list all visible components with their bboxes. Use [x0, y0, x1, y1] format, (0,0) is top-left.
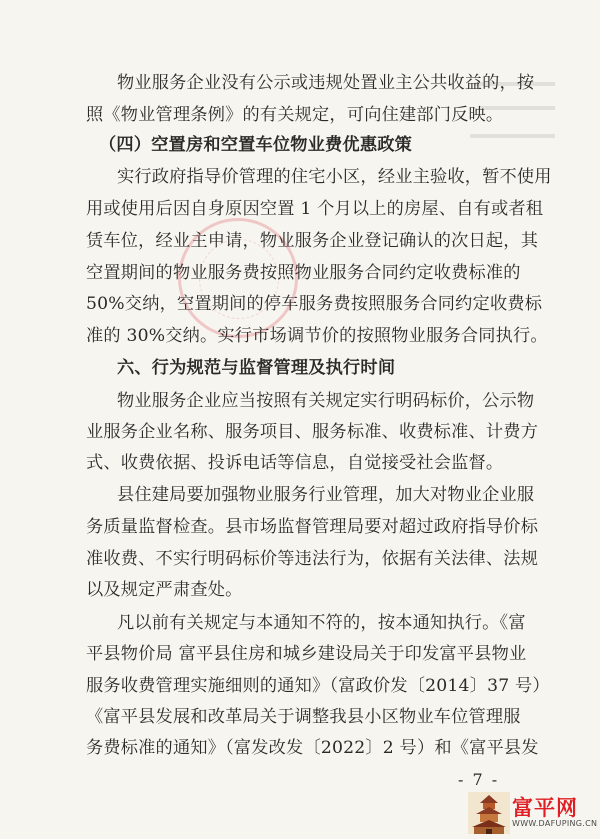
watermark-url: WWW.DAFUPING.CN: [512, 819, 598, 828]
page-number: - 7 -: [458, 770, 500, 789]
body-line: 赁车位，经业主申请，物业服务企业登记确认的次日起，其: [86, 231, 539, 251]
body-line: 业服务企业名称、服务项目、服务标准、收费标准、计费方: [86, 422, 539, 442]
body-line: 物业服务企业应当按照有关规定实行明码标价，公示物: [117, 391, 535, 411]
body-line: 50%交纳，空置期间的停车服务费按照服务合同约定收费标: [86, 294, 543, 314]
body-line: 实行政府指导价管理的住宅小区，经业主验收，暂不使用: [117, 167, 552, 187]
site-watermark: [468, 792, 598, 834]
section-heading: （四）空置房和空置车位物业费优惠政策: [99, 135, 412, 155]
body-line: 准的 30%交纳。实行市场调节价的按照物业服务合同执行。: [86, 326, 548, 346]
body-line: 用或使用后因自身原因空置 1 个月以上的房屋、自有或者租: [86, 199, 544, 219]
body-line: 平县物价局 富平县住房和城乡建设局关于印发富平县物业: [86, 644, 527, 664]
body-line: 照《物业管理条例》的有关规定，可向住建部门反映。: [86, 105, 504, 125]
body-line: 务质量监督检查。县市场监督管理局要对超过政府指导价标: [86, 517, 539, 537]
body-line: 物业服务企业没有公示或违规处置业主公共收益的，按: [117, 73, 535, 93]
body-line: 式、收费依据、投诉电话等信息，自觉接受社会监督。: [86, 453, 504, 473]
body-line: 务费标准的通知》（富发改发〔2022〕2 号）和《富平县发: [86, 738, 539, 758]
section-heading: 六、行为规范与监督管理及执行时间: [117, 358, 396, 378]
body-line: 《富平县发展和改革局关于调整我县小区物业车位管理服: [86, 707, 521, 727]
body-line: 凡以前有关规定与本通知不符的，按本通知执行。《富: [117, 613, 526, 633]
watermark-title: 富平网: [512, 796, 578, 820]
body-line: 空置期间的物业服务费按照物业服务合同约定收费标准的: [86, 263, 521, 283]
pagoda-logo-icon: [468, 792, 510, 834]
body-line: 准收费、不实行明码标价等违法行为，依据有关法律、法规: [86, 549, 539, 569]
body-line: 县住建局要加强物业服务行业管理，加大对物业企业服: [117, 485, 535, 505]
body-line: 以及规定严肃查处。: [86, 580, 243, 600]
body-line: 服务收费管理实施细则的通知》（富政价发〔2014〕37 号）: [86, 676, 550, 696]
